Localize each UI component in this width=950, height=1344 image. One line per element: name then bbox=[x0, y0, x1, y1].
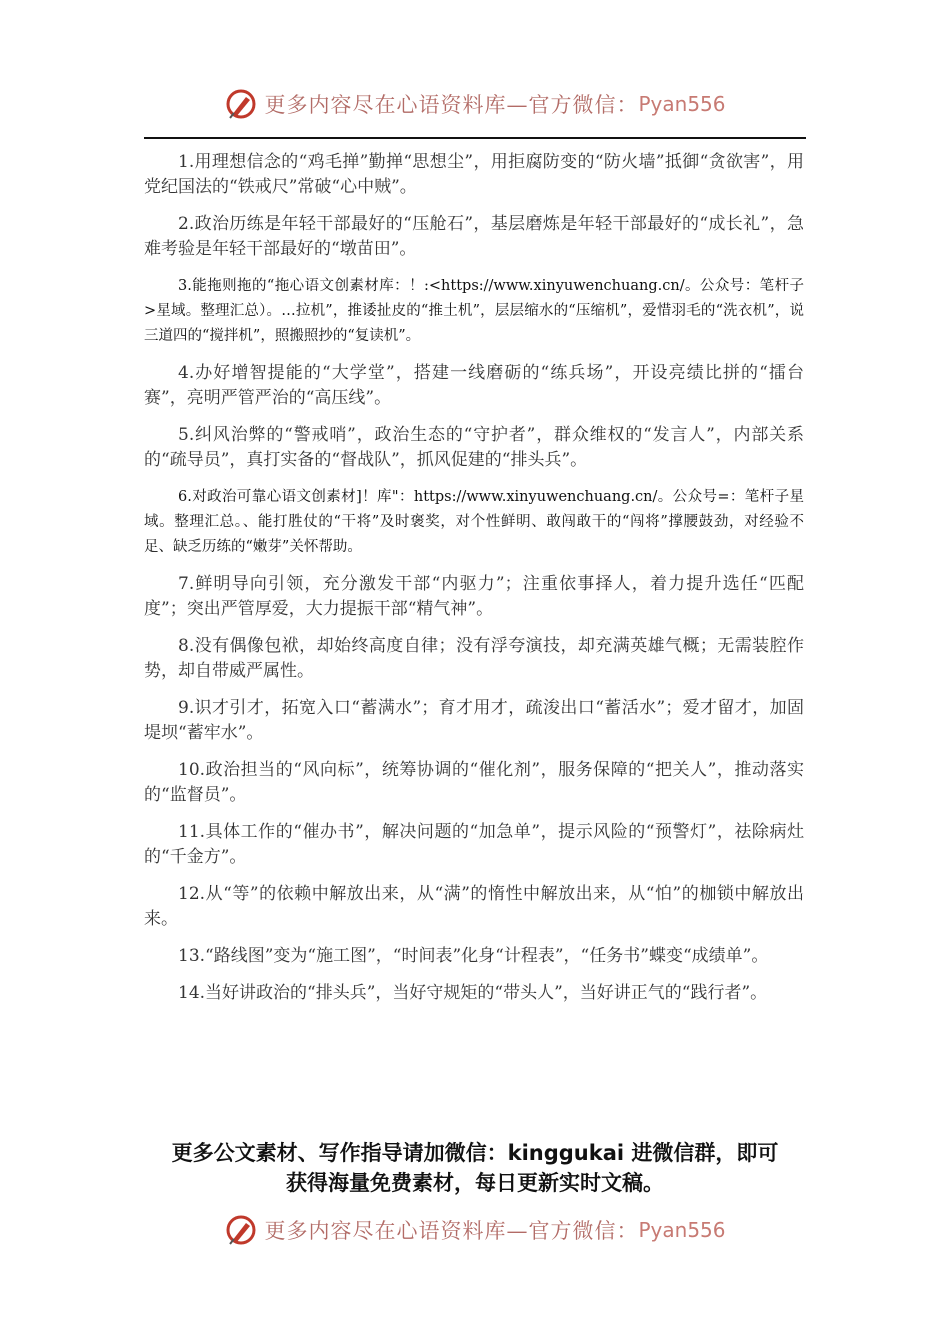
cta-line-2: 获得海量免费素材，每日更新实时文稿。 bbox=[286, 1171, 664, 1195]
list-item: 7.鲜明导向引领，充分激发干部“内驱力”；注重依事择人，着力提升选任“匹配度”；突出严管厚爱，大力提振干部“精气神”。 bbox=[144, 574, 804, 619]
list-item: 3.能拖则拖的“拖心语文创素材库：！:<https://www.xinyuwenchuang.cn/。公众号：笔杆子>星域。整理汇总）。…拉机”，推诿扯皮的“推土机”，层层缩水的“压缩机”，爱惜羽毛的“洗衣机”，说三道四的“搅拌机”，照搬照抄的“复读机”。 bbox=[144, 278, 804, 344]
footer-wechat-id: Pyan556 bbox=[638, 1218, 726, 1242]
header-divider bbox=[144, 137, 806, 139]
document-body bbox=[144, 150, 804, 1018]
list-item: 11.具体工作的“催办书”，解决问题的“加急单”，提示风险的“预警灯”，祛除病灶的“千金方”。 bbox=[144, 822, 804, 867]
header-banner-text: 更多内容尽在心语资料库—官方微信： bbox=[264, 93, 639, 117]
call-to-action bbox=[120, 1138, 830, 1198]
header-wechat-id: Pyan556 bbox=[638, 92, 726, 116]
list-item: 5.纠风治弊的“警戒哨”，政治生态的“守护者”，群众维权的“发言人”，内部关系的“疏导员”，真打实备的“督战队”，抓风促建的“排头兵”。 bbox=[144, 425, 804, 470]
list-item: 10.政治担当的“风向标”，统筹协调的“催化剂”，服务保障的“把关人”，推动落实的“监督员”。 bbox=[144, 760, 804, 805]
list-item: 6.对政治可靠心语文创素材]！库"：https://www.xinyuwenchuang.cn/。公众号=：笔杆子星域。整理汇总。、能打胜仗的“干将”及时褒奖，对个性鲜明、敢闯敢干的“闯将”撑腰鼓劲，对经验不足、缺乏历练的“嫩芽”关怀帮助。 bbox=[144, 489, 804, 555]
list-item: 2.政治历练是年轻干部最好的“压舱石”，基层磨炼是年轻干部最好的“成长礼”，急难考验是年轻干部最好的“墩苗田”。 bbox=[144, 214, 804, 259]
list-item: 13.“路线图”变为“施工图”，“时间表”化身“计程表”，“任务书”蝶变“成绩单”。 bbox=[178, 946, 769, 966]
footer-banner bbox=[0, 1208, 950, 1252]
header-banner bbox=[0, 82, 950, 126]
list-item: 12.从“等”的依赖中解放出来，从“满”的惰性中解放出来，从“怕”的枷锁中解放出来。 bbox=[144, 884, 804, 929]
list-item: 9.识才引才，拓宽入口“蓄满水”；育才用才，疏浚出口“蓄活水”；爱才留才，加固堤坝“蓄牢水”。 bbox=[144, 698, 804, 743]
list-item: 14.当好讲政治的“排头兵”，当好守规矩的“带头人”，当好讲正气的“践行者”。 bbox=[178, 983, 768, 1003]
list-item: 4.办好增智提能的“大学堂”，搭建一线磨砺的“练兵场”，开设亮绩比拼的“擂台赛”，亮明严管严治的“高压线”。 bbox=[144, 363, 804, 408]
list-item: 1.用理想信念的“鸡毛掸”勤掸“思想尘”，用拒腐防变的“防火墙”抵御“贪欲害”，用党纪国法的“铁戒尺”常破“心中贼”。 bbox=[144, 152, 804, 197]
pen-logo-icon bbox=[224, 1213, 258, 1247]
list-item: 8.没有偶像包袱，却始终高度自律；没有浮夸演技，却充满英雄气概；无需装腔作势，却自带威严属性。 bbox=[144, 636, 804, 681]
cta-line-1: 更多公文素材、写作指导请加微信：kinggukai 进微信群，即可 bbox=[171, 1141, 779, 1165]
pen-logo-icon bbox=[224, 87, 258, 121]
footer-banner-text: 更多内容尽在心语资料库—官方微信： bbox=[264, 1219, 639, 1243]
